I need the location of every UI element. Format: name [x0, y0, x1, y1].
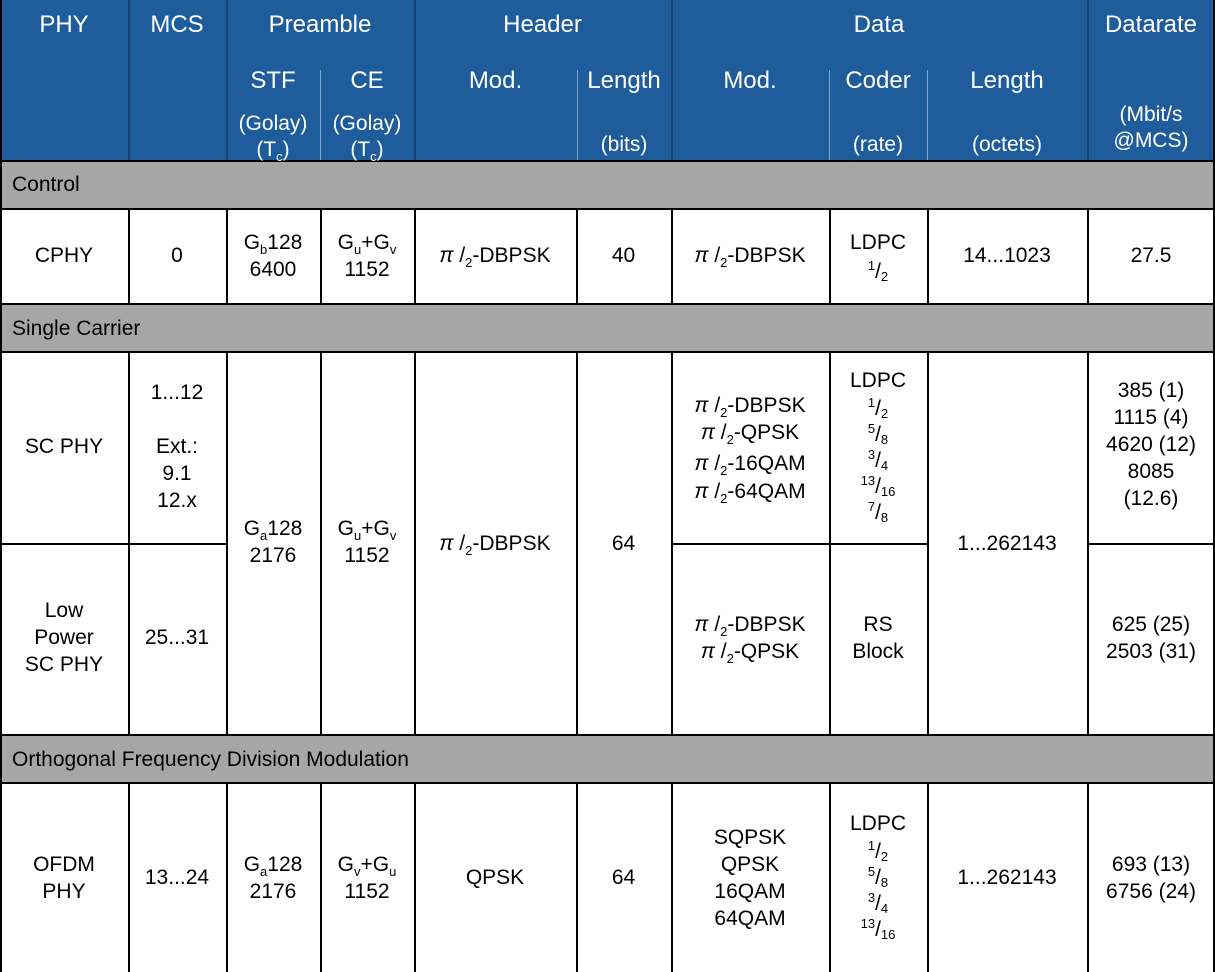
sc-datarate-4: 8085: [1127, 460, 1175, 483]
section-control: [0, 160, 1215, 208]
lp-datarate-2: 2503 (31): [1106, 640, 1196, 663]
col-header-datarate: Datarate: [1104, 11, 1198, 38]
ofdm-rate-2: $^5/_8$: [867, 864, 889, 890]
ofdm-stf-seq: $G_a128$: [243, 853, 303, 880]
ofdm-rate-1: $^1/_2$: [867, 838, 889, 864]
sc-hdr-len: 64: [611, 532, 636, 555]
sc-data-mod-1: π $/_2$-DBPSK: [694, 394, 806, 421]
lp-coder-1: RS: [863, 613, 893, 636]
cphy-ce-len: 1152: [344, 258, 390, 281]
col-header-stf-golay: (Golay): [238, 112, 308, 135]
col-header-coder: Coder: [845, 67, 911, 94]
cphy-phy: CPHY: [34, 244, 94, 267]
col-header-hdr-length: Length: [587, 67, 661, 94]
ofdm-datarate-2: 6756 (24): [1106, 880, 1196, 903]
section-ofdm-label: Orthogonal Frequency Division Modulation: [12, 748, 409, 771]
col-header-hdr-mod: Mod.: [468, 67, 523, 94]
cphy-hdr-len: 40: [611, 244, 636, 267]
cphy-length: 14...1023: [963, 244, 1051, 267]
col-header-data: Data: [853, 11, 905, 38]
cphy-datarate: 27.5: [1130, 244, 1172, 267]
ofdm-phy-2: PHY: [42, 880, 86, 903]
lp-phy-2: Power: [34, 626, 94, 649]
lp-datarate-1: 625 (25): [1111, 613, 1191, 636]
sc-data-mod-2: π $/_2$-QPSK: [700, 421, 800, 448]
col-header-header: Header: [503, 11, 582, 38]
lp-mcs: 25...31: [144, 626, 210, 649]
sc-mcs-ext-2: 12.x: [157, 489, 197, 512]
sc-hdr-mod: π $/_2$-DBPSK: [439, 532, 551, 559]
sc-data-mod-4: π $/_2-64QAM$: [694, 480, 806, 507]
ofdm-rate-3: $^3/_4$: [867, 890, 889, 916]
cphy-data-mod: π $/_2$-DBPSK: [694, 244, 806, 271]
sc-ce-len: 1152: [344, 544, 390, 567]
lp-phy-1: Low: [44, 599, 84, 622]
ofdm-data-mod-4: 64QAM: [714, 907, 786, 930]
cphy-ce-seq: $G_u+G_v$: [337, 231, 397, 258]
ofdm-ce-len: 1152: [344, 880, 390, 903]
sc-datarate-5: (12.6): [1123, 487, 1179, 510]
ofdm-data-mod-1: SQPSK: [713, 826, 787, 849]
col-header-at-mcs: @MCS): [1113, 129, 1189, 152]
sc-ce-seq: $G_u+G_v$: [337, 517, 397, 544]
sc-rate-3: $^3/_4$: [867, 447, 889, 473]
lp-coder-2: Block: [852, 640, 904, 663]
sc-datarate-3: 4620 (12): [1106, 433, 1196, 456]
sc-datarate-1: 385 (1): [1117, 379, 1185, 402]
ofdm-hdr-len: 64: [611, 866, 636, 889]
section-single-carrier-label: Single Carrier: [12, 317, 141, 340]
col-header-mcs: MCS: [150, 11, 204, 38]
sc-length: 1...262143: [957, 532, 1057, 555]
cphy-hdr-mod: π $/_2$-DBPSK: [439, 244, 551, 271]
col-header-ce-golay: (Golay): [332, 112, 402, 135]
cphy-coder: LDPC: [849, 231, 907, 254]
ofdm-rate-4: $^{13}/_{16}$: [860, 916, 896, 942]
ofdm-hdr-mod: QPSK: [465, 866, 525, 889]
cphy-mcs: 0: [171, 244, 183, 267]
sc-coder: LDPC: [849, 369, 907, 392]
col-header-ce: CE: [350, 67, 384, 94]
ofdm-coder: LDPC: [849, 812, 907, 835]
col-header-hdr-bits: (bits): [600, 133, 648, 156]
col-header-preamble: Preamble: [268, 11, 372, 38]
sc-mcs-range: 1...12: [150, 381, 204, 404]
col-header-stf: STF: [250, 67, 296, 94]
cphy-rate: $^1/_2$: [867, 258, 889, 284]
sc-phy: SC PHY: [24, 435, 104, 458]
sc-data-mod-3: π $/_2-16QAM$: [694, 452, 806, 479]
sc-rate-2: $^5/_8$: [867, 421, 889, 447]
cphy-stf-len: 6400: [249, 258, 297, 281]
ofdm-length: 1...262143: [957, 866, 1057, 889]
lp-data-mod-2: π $/_2$-QPSK: [700, 640, 800, 667]
lp-data-mod-1: π $/_2$-DBPSK: [694, 613, 806, 640]
col-header-ce-tc: $(T_c)$: [350, 138, 384, 165]
ofdm-mcs: 13...24: [144, 866, 210, 889]
sc-rate-1: $^1/_2$: [867, 395, 889, 421]
section-ofdm: [0, 735, 1215, 783]
sc-mcs-ext-1: 9.1: [162, 462, 192, 485]
ofdm-stf-len: 2176: [249, 880, 297, 903]
ofdm-phy-1: OFDM: [33, 853, 95, 876]
col-header-stf-tc: $(T_c)$: [256, 138, 290, 165]
sc-rate-5: $^7/_8$: [867, 499, 889, 525]
sc-mcs-ext: Ext.:: [155, 435, 198, 458]
col-header-mbits: (Mbit/s: [1119, 103, 1183, 126]
col-header-rate: (rate): [852, 133, 904, 156]
col-header-octets: (octets): [971, 133, 1042, 156]
section-single-carrier: [0, 304, 1215, 352]
ofdm-ce-seq: $G_v+G_u$: [337, 853, 397, 880]
ofdm-data-mod-3: 16QAM: [714, 880, 786, 903]
col-header-data-mod: Mod.: [723, 67, 777, 94]
lp-phy-3: SC PHY: [24, 653, 104, 676]
sc-stf-seq: $G_a128$: [243, 517, 303, 544]
sc-rate-4: $^{13}/_{16}$: [860, 473, 896, 499]
ofdm-data-mod-2: QPSK: [720, 853, 780, 876]
ofdm-datarate-1: 693 (13): [1111, 853, 1191, 876]
cphy-stf-seq: $G_b128$: [243, 231, 303, 258]
col-header-data-length: Length: [970, 67, 1044, 94]
section-control-label: Control: [12, 173, 80, 196]
sc-datarate-2: 1115 (4): [1113, 406, 1189, 429]
sc-stf-len: 2176: [249, 544, 297, 567]
col-header-phy: PHY: [39, 11, 89, 38]
